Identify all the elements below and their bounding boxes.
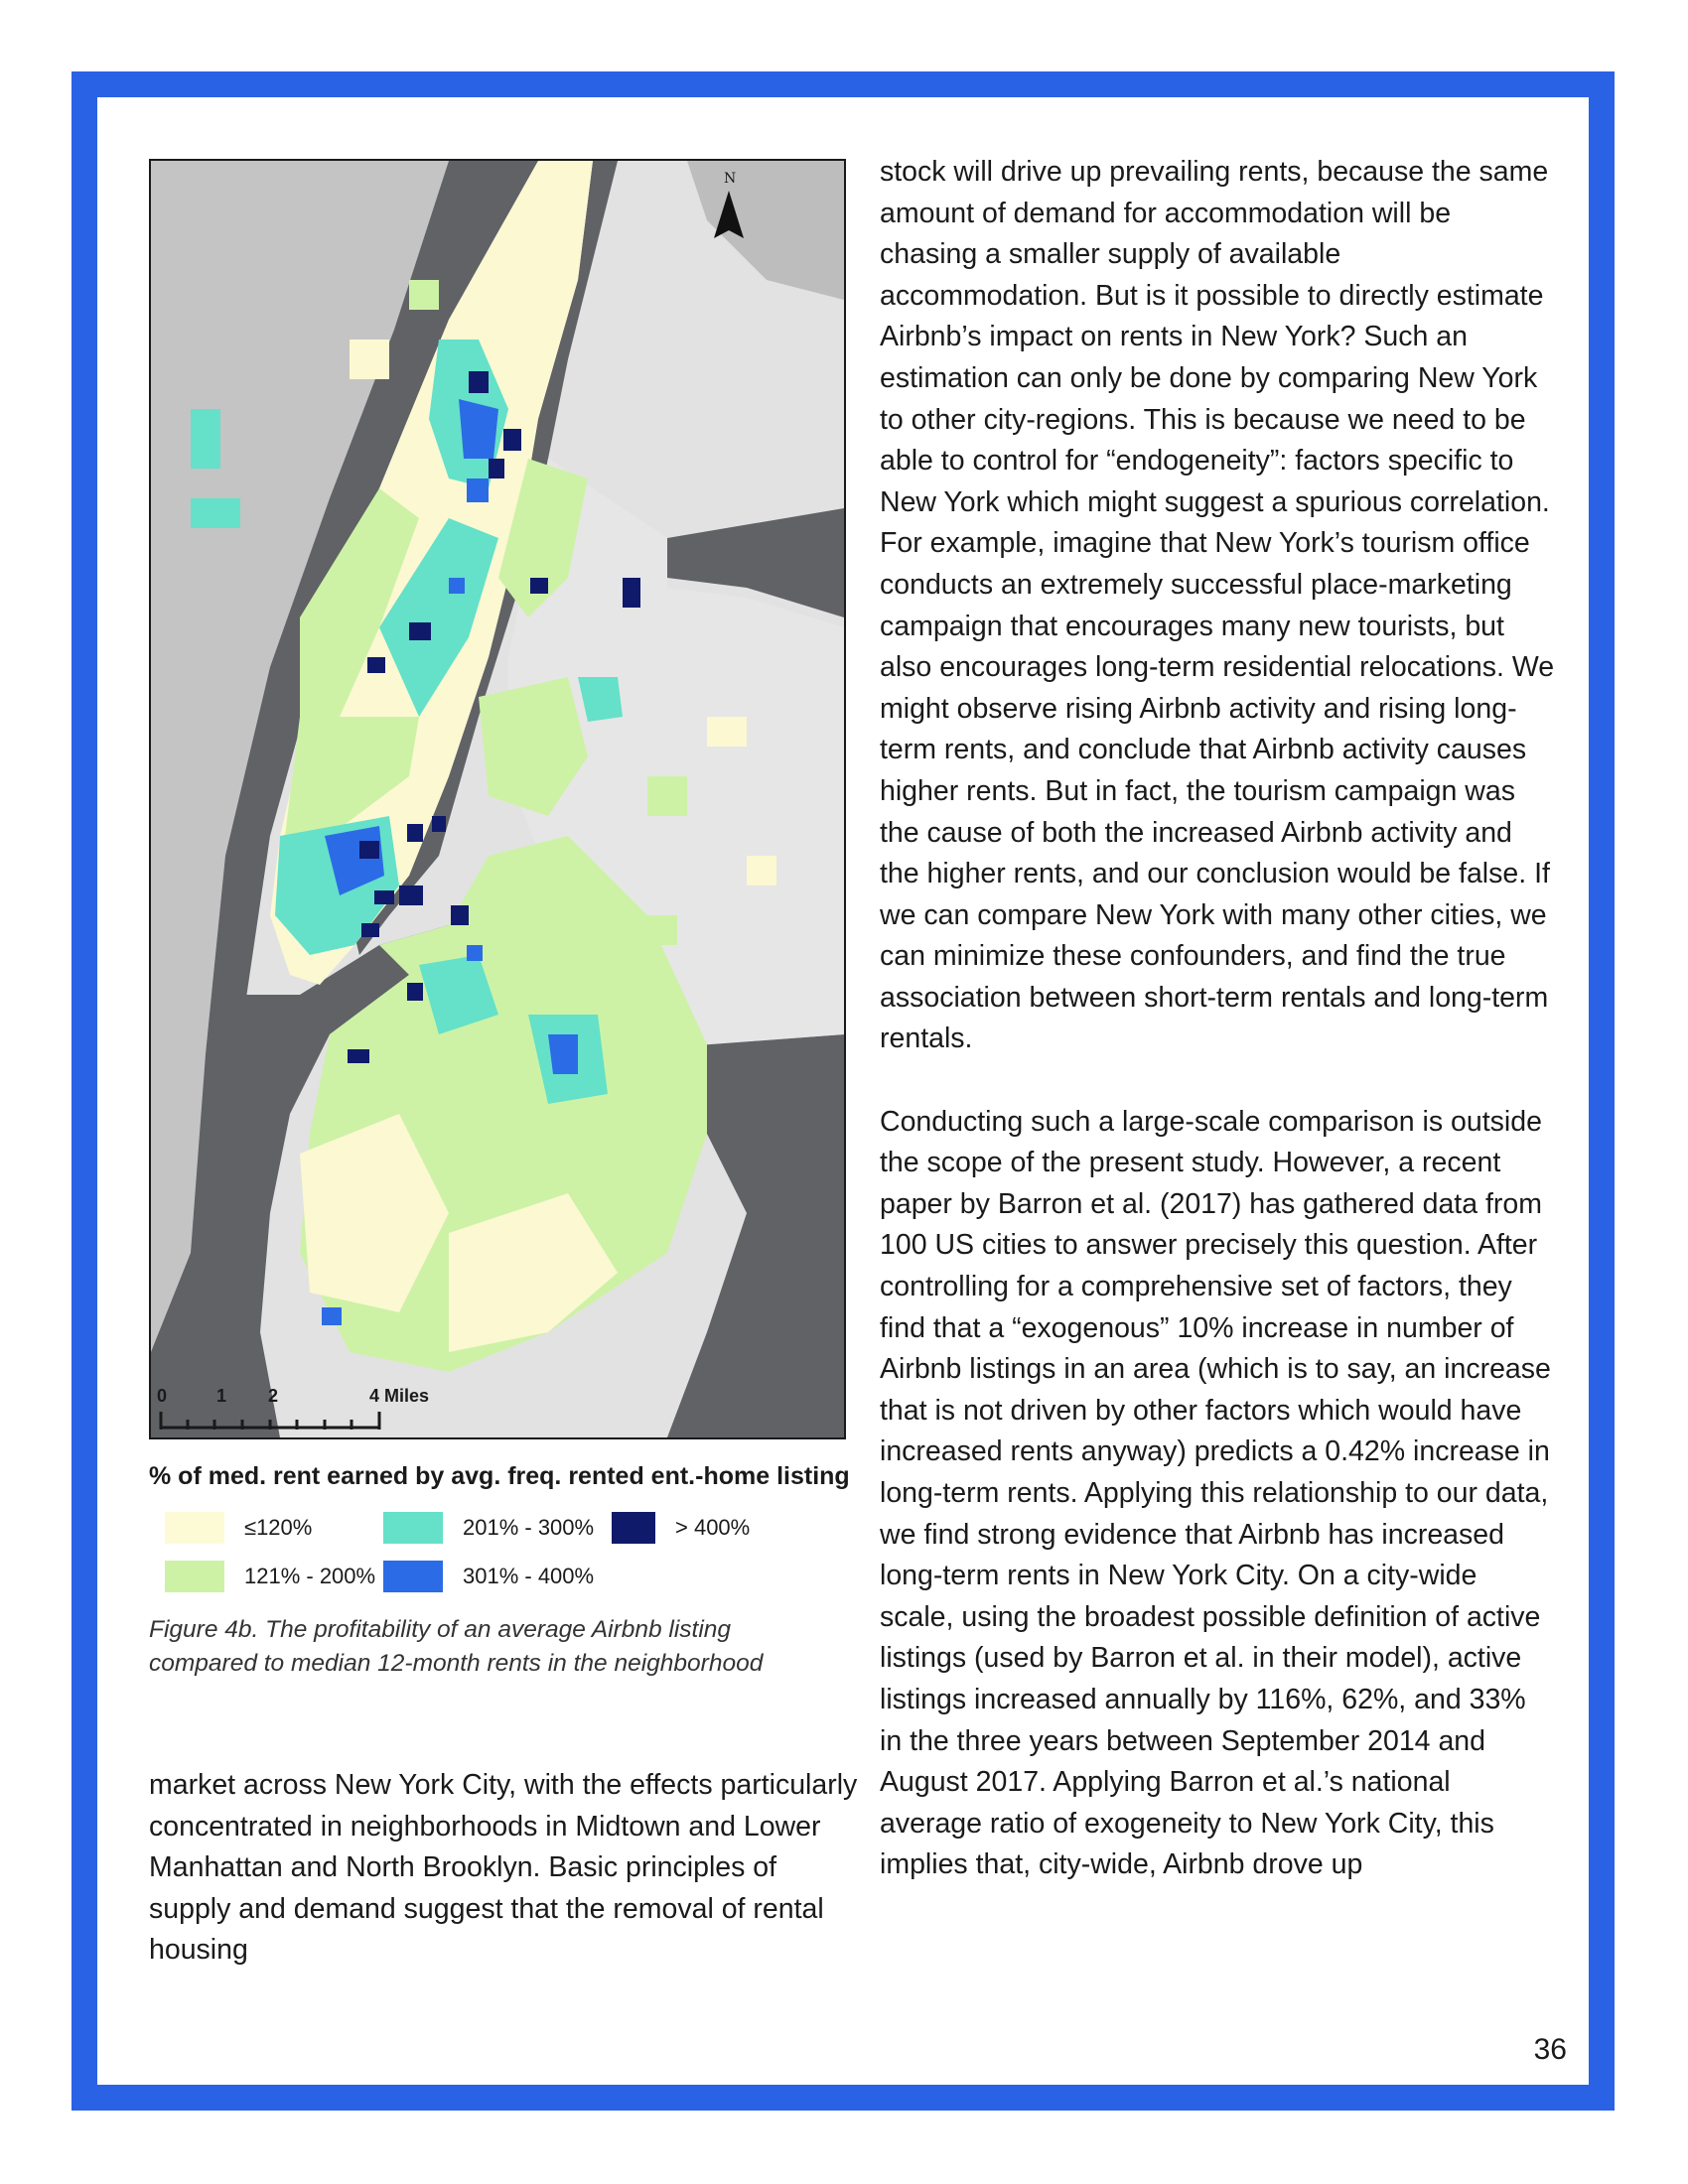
legend-label: ≤120% <box>244 1515 313 1540</box>
tract-patch <box>191 409 220 469</box>
tract-above-400 <box>348 1049 369 1063</box>
tract-301-400 <box>467 945 483 961</box>
tract-above-400 <box>503 429 521 451</box>
caption-line-2: compared to median 12-month rents in the neighborhood <box>149 1650 764 1677</box>
legend-swatch <box>165 1561 224 1592</box>
scale-label-4: 4 Miles <box>369 1386 430 1406</box>
tract-above-400 <box>407 824 423 842</box>
scale-label-1: 1 <box>216 1386 227 1406</box>
right-column <box>880 152 1555 1886</box>
legend-swatch <box>383 1512 443 1544</box>
legend-item-121-200 <box>165 1561 375 1592</box>
tract-above-400 <box>451 905 469 925</box>
choropleth-map <box>149 159 846 1439</box>
tract-patch <box>628 915 677 945</box>
tract-patch <box>707 717 747 747</box>
legend-item-301-400 <box>383 1561 594 1592</box>
figure-caption <box>149 1613 844 1681</box>
tract-above-400 <box>530 578 548 594</box>
legend-label: > 400% <box>675 1515 751 1540</box>
right-paragraph-2: Conducting such a large-scale comparison is outside the scope of the present study. However, a recent paper by Barron et al. (2017) has gathered data from 100 US cities to answer precisely this question. After controlling for a comprehensive set of factors, they find that a “exogenous” 10% increase in number of Airbnb listings in an area (which is to say, an increase that is not driven by other factors which would have increased rents anyway) predicts a 0.42% increase in long-term rents. Applying this relationship to our data, we find strong evidence that Airbnb has increased long-term rents in New York City. On a city-wide scale, using the broadest possible definition of active listings (used by Barron et al. in their model), active listings increased annually by 116%, 62%, and 33% in the three years between September 2014 and August 2017. Applying Barron et al.’s national average ratio of exogeneity to New York City, this implies that, city-wide, Airbnb drove up <box>880 1105 1551 1881</box>
map-canvas <box>151 161 844 1437</box>
scale-label-2: 2 <box>268 1386 279 1406</box>
north-label: N <box>724 171 737 187</box>
tract-301-400 <box>322 1307 342 1325</box>
legend-swatch <box>165 1512 224 1544</box>
legend-item-le-120 <box>165 1512 312 1544</box>
harlem-high <box>459 399 498 459</box>
tract-above-400 <box>469 371 489 393</box>
tract-above-400 <box>399 886 423 905</box>
legend-label: 121% - 200% <box>244 1564 376 1588</box>
scale-label-0: 0 <box>157 1386 168 1406</box>
left-paragraph: market across New York City, with the effects particularly concentrated in neighborhoods in Midtown and Lower Manhattan and North Brooklyn. Basic principles of supply and demand suggest that the removal of rental housing <box>149 1769 858 1967</box>
tract-301-400 <box>467 478 489 502</box>
tract-above-400 <box>367 657 385 673</box>
legend-title: % of med. rent earned by avg. freq. rented ent.-home listing <box>149 1462 850 1490</box>
legend-item-above-400 <box>612 1512 750 1544</box>
tract-above-400 <box>361 923 379 937</box>
tract-patch <box>647 776 687 816</box>
tract-above-400 <box>432 816 446 832</box>
legend-label: 201% - 300% <box>463 1515 595 1540</box>
page-number: 36 <box>1533 2033 1567 2066</box>
tract-patch <box>747 856 776 886</box>
tract-patch <box>409 280 439 310</box>
legend-label: 301% - 400% <box>463 1564 595 1588</box>
tract-above-400 <box>489 459 504 478</box>
caption-line-1: Figure 4b. The profitability of an average Airbnb listing <box>149 1616 732 1643</box>
legend-item-201-300 <box>383 1512 594 1544</box>
bushwick-high <box>548 1034 578 1074</box>
tract-above-400 <box>359 841 379 859</box>
tract-above-400 <box>623 578 640 608</box>
tract-above-400 <box>407 983 423 1001</box>
tract-301-400 <box>449 578 465 594</box>
tract-patch <box>191 498 240 528</box>
tract-patch <box>350 340 389 379</box>
tract-above-400 <box>374 890 394 904</box>
legend-swatch <box>612 1512 655 1544</box>
right-paragraph-1: stock will drive up prevailing rents, because the same amount of demand for accommodation will be chasing a smaller supply of available accommodation. But is it possible to directly estimate Airbnb’s impact on rents in New York? Such an estimation can only be done by comparing New York to other city-regions. This is because we need to be able to control for “endogeneity”: factors specific to New York which might suggest a spurious correlation. For example, imagine that New York’s tourism office conducts an extremely successful place-marketing campaign that encourages many new tourists, but also encourages long-term residential relocations. We might observe rising Airbnb activity and rising long-term rents, and conclude that Airbnb activity causes higher rents. But in fact, the tourism campaign was the cause of both the increased Airbnb activity and the higher rents, and our conclusion would be false. If we can compare New York with many other cities, we can minimize these confounders, and find the true association between short-term rentals and long-term rentals. <box>880 156 1555 1055</box>
left-column <box>149 1765 864 1972</box>
tract-above-400 <box>409 622 431 640</box>
legend-swatch <box>383 1561 443 1592</box>
